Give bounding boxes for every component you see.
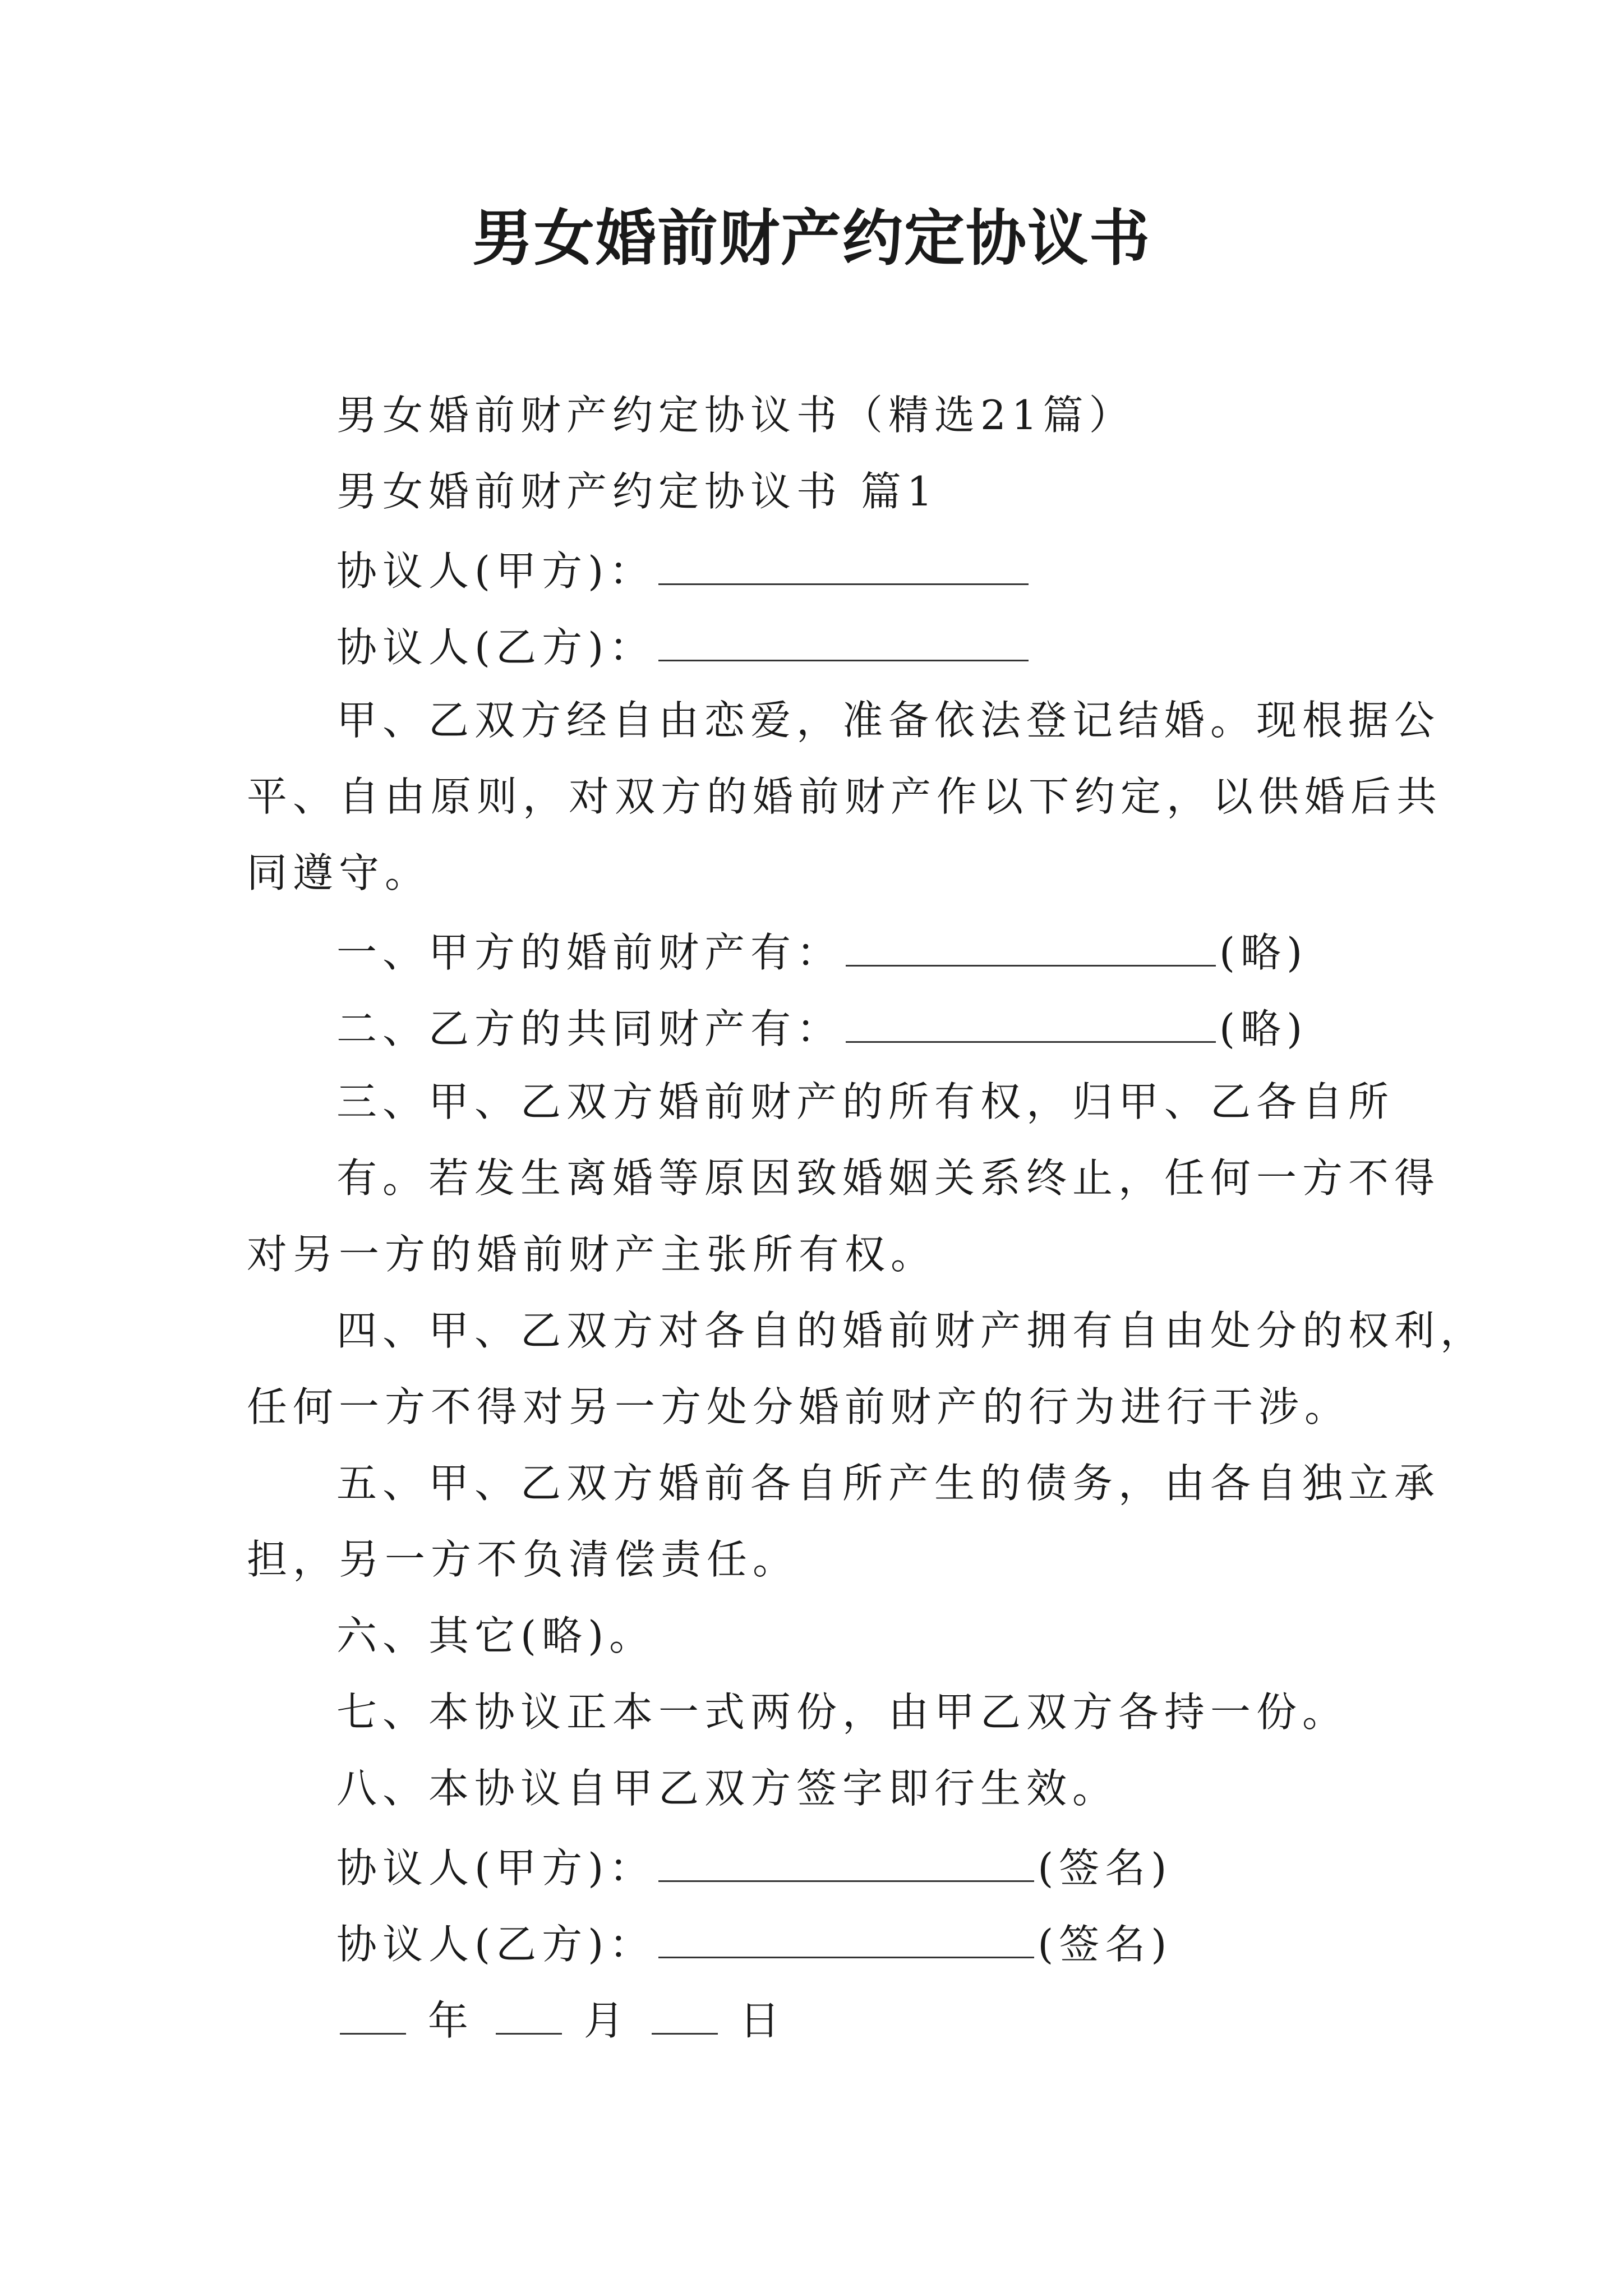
party-b-label: 协议人(乙方)： [336,624,656,671]
item-1-suffix: (略) [1219,929,1308,976]
item-2-label: 二、乙方的共同财产有： [336,1005,843,1052]
intro-line: 平、自由原则，对双方的婚前财产作以下约定，以供婚后共 [247,773,1443,820]
year-label: 年 [427,1997,474,2044]
item-1-label: 一、甲方的婚前财产有： [336,929,843,976]
party-b-field [336,616,1391,675]
item-3-line: 三、甲、乙双方婚前财产的所有权，归甲、乙各自所 [336,1078,1395,1125]
signature-b-label: 协议人(乙方)： [336,1921,656,1968]
item-4-line: 任何一方不得对另一方处分婚前财产的行为进行干涉。 [247,1383,1351,1430]
item-3-line: 有。若发生离婚等原因致婚姻关系终止，任何一方不得 [336,1154,1441,1202]
signature-a-suffix: (签名) [1038,1844,1173,1892]
item-7: 七、本协议正本一式两份，由甲乙双方各持一份。 [336,1688,1349,1736]
day-label: 日 [739,1997,786,2044]
item-2-suffix: (略) [1219,1005,1308,1052]
intro-line: 甲、乙双方经自由恋爱，准备依法登记结婚。现根据公 [336,697,1441,744]
signature-b-blank [658,1913,1034,1958]
party-a-label: 协议人(甲方)： [336,547,656,595]
item-3-line: 对另一方的婚前财产主张所有权。 [247,1231,937,1278]
chapter-heading: 男女婚前财产约定协议书 篇1 [336,468,938,515]
item-8: 八、本协议自甲乙双方签字即行生效。 [336,1765,1119,1812]
date-line [336,1989,1391,2049]
day-blank [652,1989,718,2035]
item-2-blank [846,997,1216,1043]
item-1 [336,921,1391,981]
signature-party-a [336,1837,1391,1896]
party-b-blank [658,616,1029,661]
intro-line: 同遵守。 [247,849,431,896]
month-blank [496,1989,562,2035]
party-a-field [336,540,1391,599]
document-title: 男女婚前财产约定协议书 [472,203,1151,274]
item-5-line: 担，另一方不负清偿责任。 [247,1536,799,1583]
item-1-blank [846,921,1216,967]
item-4-line: 四、甲、乙双方对各自的婚前财产拥有自由处分的权利， [336,1307,1487,1354]
month-label: 月 [583,1997,630,2044]
signature-a-label: 协议人(甲方)： [336,1844,656,1892]
party-a-blank [658,540,1029,585]
item-6: 六、其它(略)。 [336,1612,656,1659]
item-5-line: 五、甲、乙双方婚前各自所产生的债务，由各自独立承 [336,1460,1441,1507]
year-blank [340,1989,406,2035]
item-2 [336,997,1391,1057]
signature-b-suffix: (签名) [1038,1921,1173,1968]
signature-party-b [336,1913,1391,1972]
subtitle: 男女婚前财产约定协议书（精选21篇） [336,392,1135,439]
signature-a-blank [658,1837,1034,1882]
